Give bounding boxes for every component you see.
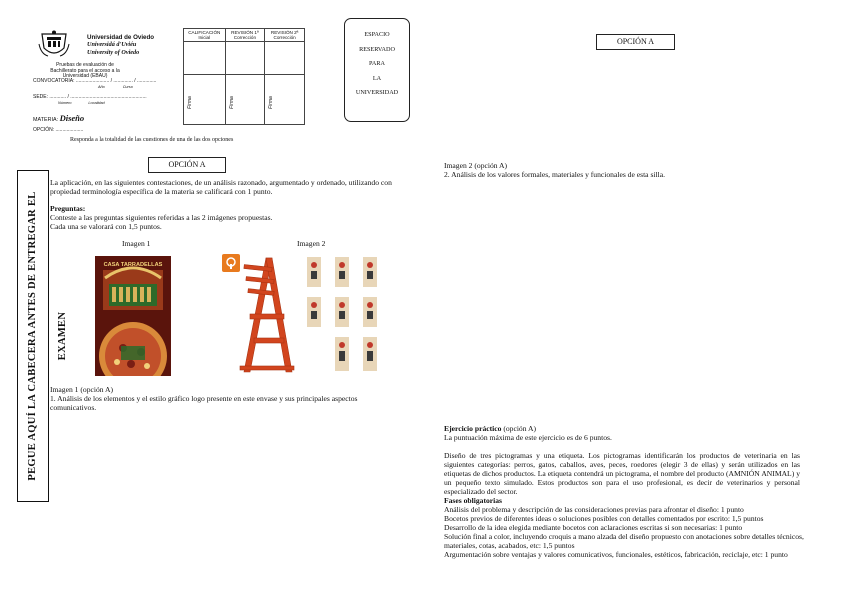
- university-name: [87, 34, 154, 56]
- university-name-line: Universidad de Oviedo: [87, 34, 155, 41]
- university-seal-icon: [38, 30, 70, 60]
- grade-header-rev1: REVISIÓN 1ª Corrección: [225, 29, 265, 42]
- signature-cell[interactable]: [184, 75, 226, 125]
- signature-cell[interactable]: [265, 75, 305, 125]
- firma-label: Firma: [187, 96, 193, 109]
- reserved-line: ESPACIO: [364, 31, 390, 38]
- signature-cell[interactable]: [225, 75, 265, 125]
- fases-title: Fases obligatorias: [444, 496, 503, 505]
- grade-header-initial: CALIFICACIÓN Inicial: [184, 29, 226, 42]
- pizza-brand-text: CASA TARRADELLAS: [103, 262, 163, 268]
- chair-photo-grid: [303, 255, 383, 375]
- grade-cell[interactable]: [225, 42, 265, 75]
- convocatoria-field: CONVOCATORIA: ........................ / .............. / ..............: [33, 78, 157, 84]
- reserved-space-box: [344, 18, 410, 122]
- exercise-title: [444, 424, 824, 433]
- test-name: Pruebas de evaluación de Bachillerato para el acceso a la Universidad (EBAU): [50, 62, 120, 80]
- grade-cell[interactable]: [265, 42, 305, 75]
- reserved-line: PARA: [369, 60, 385, 67]
- question-2-text: 2. Análisis de los valores formales, materiales y funcionales de esta silla.: [444, 170, 666, 179]
- question-1-text: 1. Análisis de los elementos y el estilo gráfico logo presente en este envase y sus principales aspectos comunicativos.: [50, 394, 358, 412]
- materia-label: MATERIA:: [33, 117, 59, 123]
- firma-label: Firma: [228, 96, 235, 109]
- intro-text: La aplicación, en las siguientes contestaciones, de un análisis razonado, argumentado y ordenado, utilizando con propiedad terminología específica de la materia se calificará con 1 punto.: [50, 178, 392, 196]
- exercise-title-suffix: (opción A): [501, 424, 537, 433]
- reserved-line: RESERVADO: [359, 45, 395, 53]
- convocatoria-sublabels: Año Curso: [98, 85, 133, 89]
- image-2-label: Imagen 2: [297, 239, 326, 248]
- exercise-description: Diseño de tres pictogramas y una etiqueta. Los pictogramas identificarán los productos de veterinaria en las siguientes categorías: perros, gatos, caballos, aves, peces, roedores (elegir 3 de ellas) y serán utilizados en las etiquetas de dichos productos. La etiqueta contendrá un pictograma, el nombre del producto (AMNIÓN ANIMAL) y un pequeño texto simulado. Estos productos son para el uso profesional, es decir de veterinarios y personal especializado del sector.: [444, 451, 800, 496]
- chair-usage-photos: [303, 255, 383, 375]
- preguntas-line: Cada una se valorará con 1,5 puntos.: [50, 222, 162, 231]
- grade-header-rev2: REVISIÓN 2ª Corrección: [265, 29, 305, 42]
- university-name-line: Universidá d'Uviéu: [87, 41, 137, 49]
- firma-label: Firma: [268, 96, 275, 109]
- fase-item: Solución final a color, incluyendo croquis a mano alzada del diseño propuesto con anotaciones sobre detalles técnicos, materiales, cotas, acabados, etc: 1,5 puntos: [444, 532, 804, 550]
- question-1-title: Imagen 1 (opción A): [50, 385, 114, 394]
- option-label-top: OPCIÓN A: [596, 34, 675, 50]
- fase-item: Desarrollo de la idea elegida mediante bocetos con aclaraciones escritas si son necesarias: 1 punto: [444, 523, 743, 532]
- option-label: OPCIÓN A: [148, 157, 226, 173]
- opcion-field: OPCIÓN: ....................: [33, 127, 84, 133]
- instruction-text: Responda a la totalidad de las cuestiones de una de las dos opciones: [70, 137, 234, 143]
- exercise-title-bold: Ejercicio práctico: [444, 424, 502, 433]
- materia-field: [33, 113, 84, 123]
- grade-cell[interactable]: [184, 42, 226, 75]
- fase-item: Análisis del problema y descripción de las consideraciones previas para afrontar el diseño: 1 punto: [444, 505, 744, 514]
- reserved-line: LA: [372, 74, 382, 82]
- preguntas-line: Conteste a las preguntas siguientes referidas a las 2 imágenes propuestas.: [50, 213, 273, 222]
- image-1-label: Imagen 1: [122, 239, 151, 248]
- exercise-score: La puntuación máxima de este ejercicio es de 6 puntos.: [444, 433, 612, 442]
- pizza-illustration: [95, 256, 171, 376]
- question-2-title: Imagen 2 (opción A): [444, 161, 508, 170]
- fase-item: Bocetos previos de diferentes ideas o soluciones posibles con detalles comentados por escrito: 1,5 puntos: [444, 514, 764, 523]
- grade-table: [183, 28, 305, 125]
- preguntas-title: Preguntas:: [50, 204, 86, 213]
- fases-list: [444, 505, 824, 559]
- sede-field: SEDE: ............ / .......................................................: [33, 94, 147, 100]
- university-name-line: University of Oviedo: [87, 48, 140, 56]
- header-paste-text: PEGUE AQUÍ LA CABECERA ANTES DE ENTREGAR EL EXAMEN: [27, 191, 68, 481]
- sede-sublabels: Número Localidad: [58, 101, 105, 105]
- materia-value: Diseño: [59, 113, 85, 123]
- high-chair-image: [236, 256, 298, 374]
- pizza-package-image: [95, 256, 171, 376]
- fase-item: Argumentación sobre ventajas y valores comunicativos, funcionales, estéticos, fabricación, reciclaje, etc: 1 punto: [444, 550, 788, 559]
- reserved-line: UNIVERSIDAD: [355, 89, 399, 96]
